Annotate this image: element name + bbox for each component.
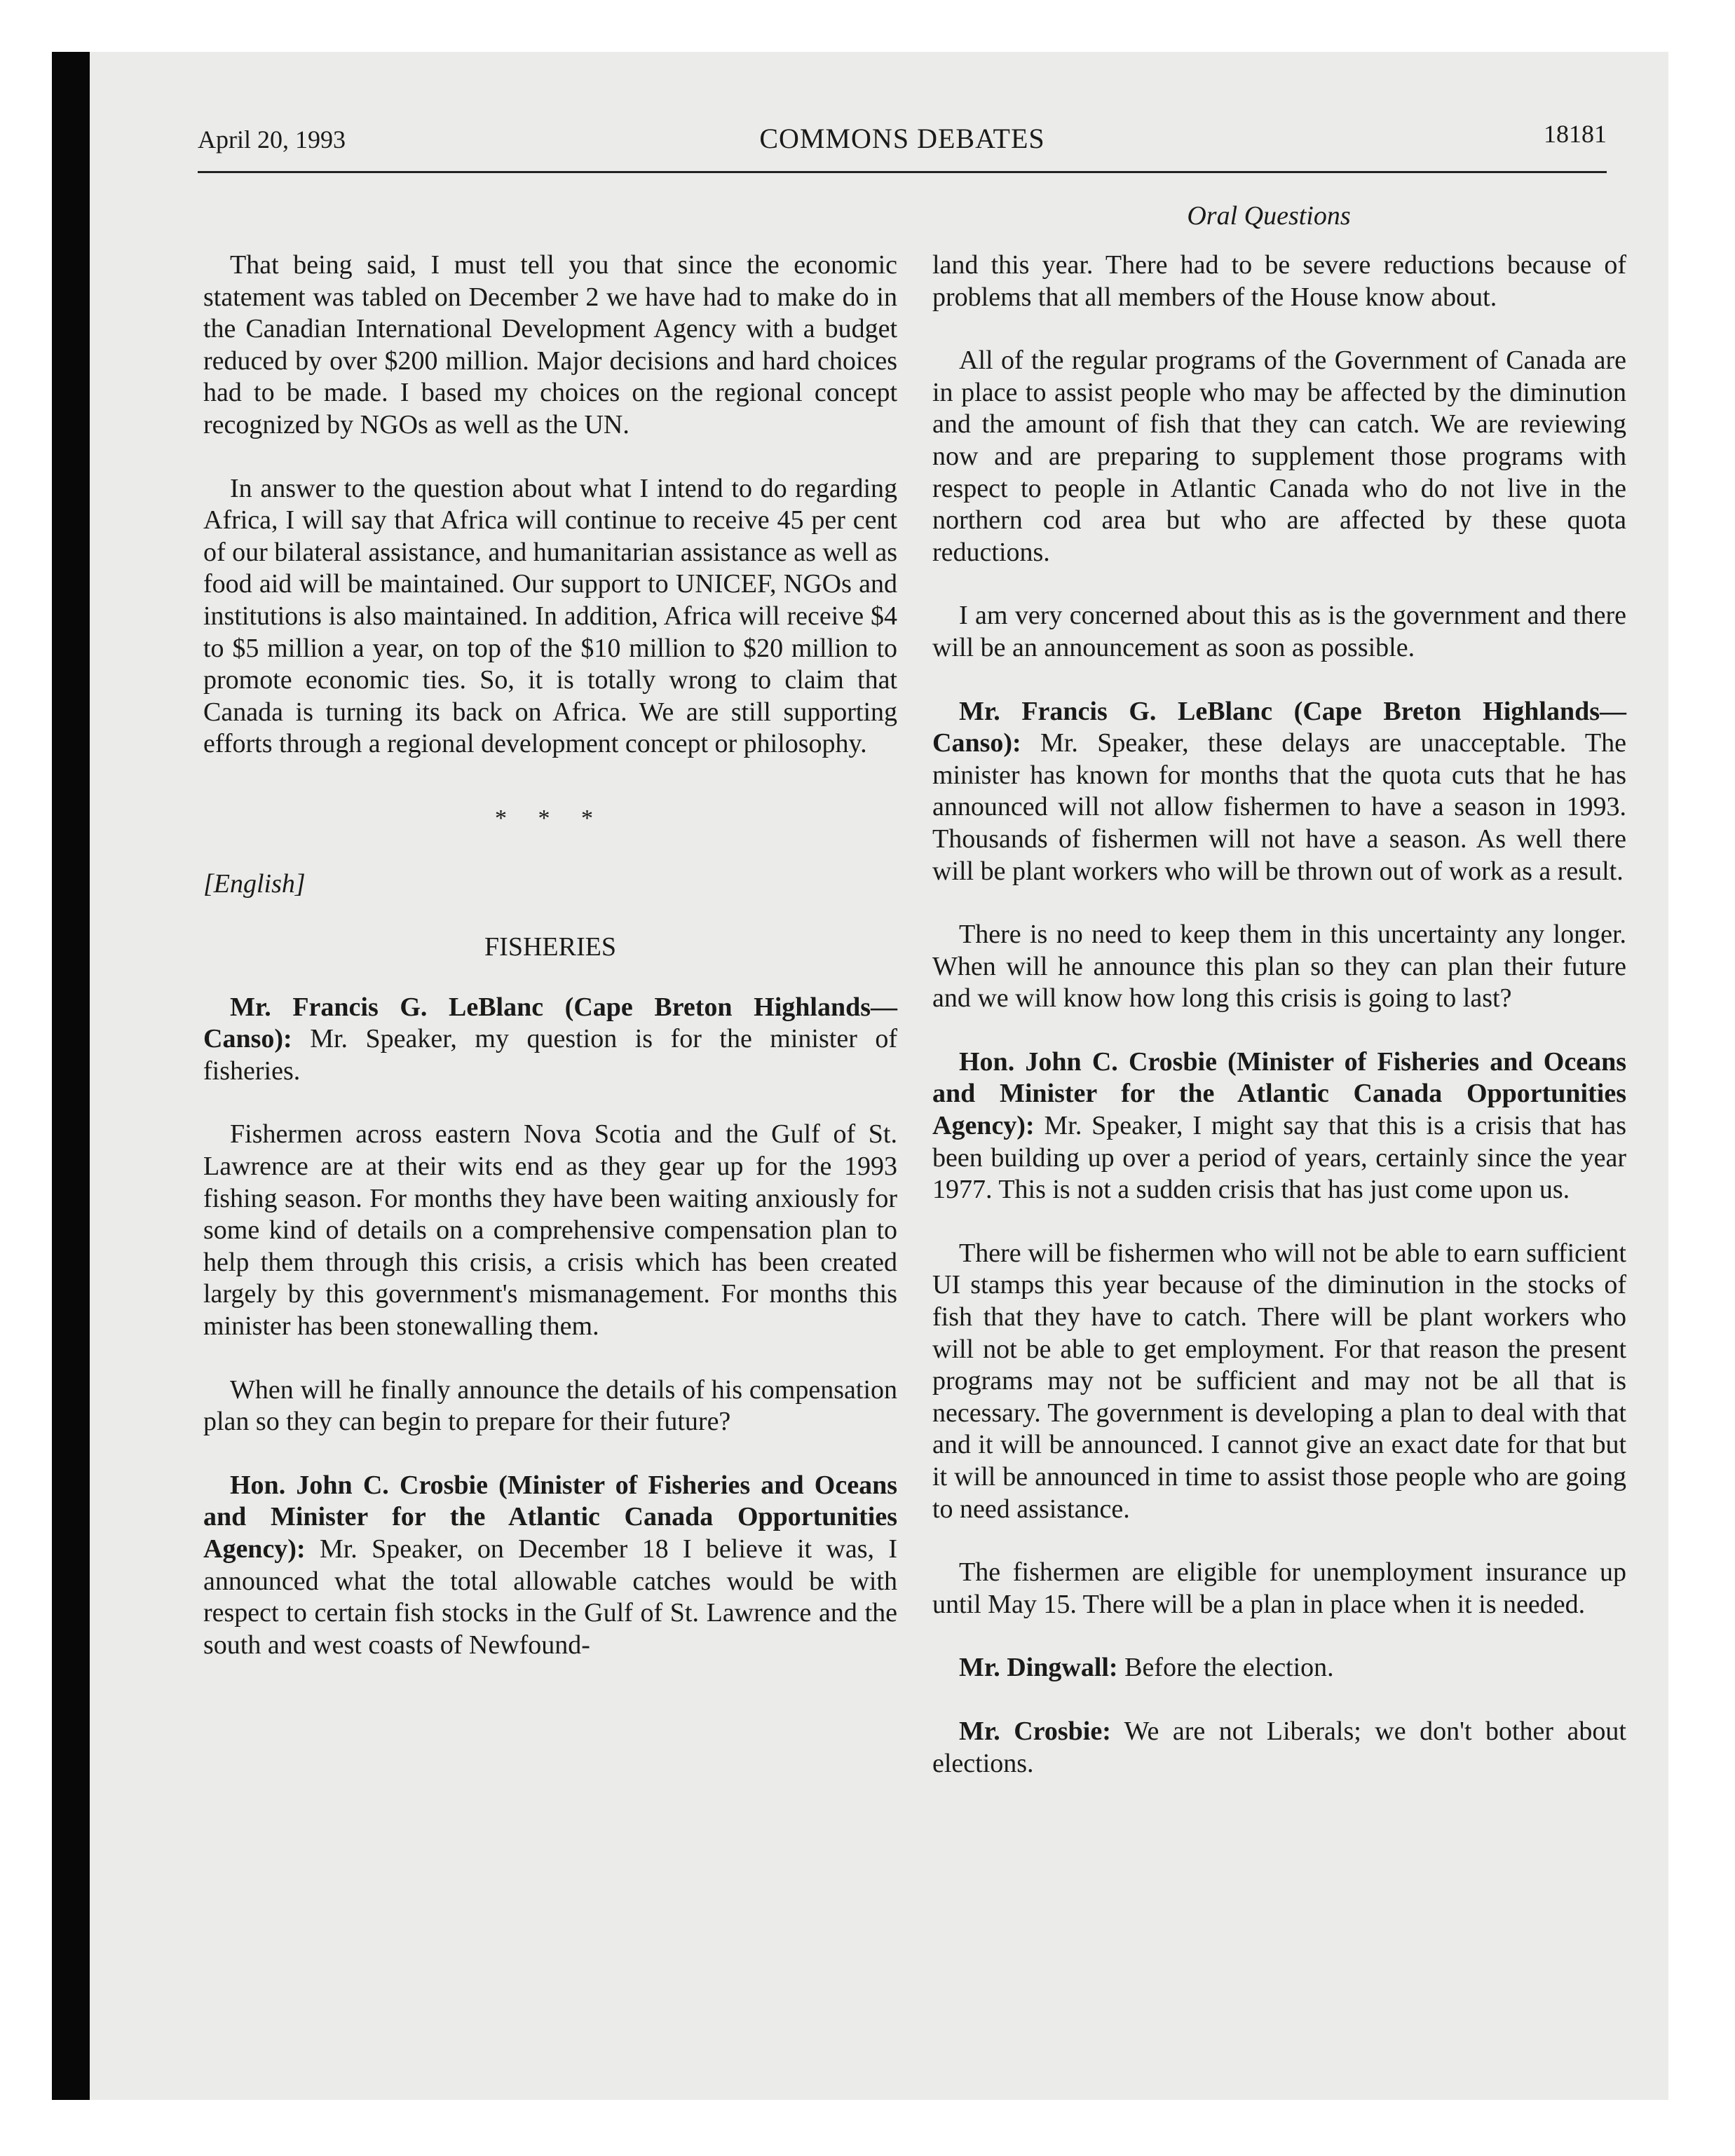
paragraph: In answer to the question about what I intend to do regarding Africa, I will say that Africa will continue to receive 45 per cent of our bilateral assistance, and humanitarian assistance as well as food aid will be maintained. Our support to UNICEF, NGOs and institutions is also maintained. In addition, Africa will receive $4 to $5 million a year, on top of the $10 million to $20 million to promote economic ties. So, it is totally wrong to claim that Canada is turning its back on Africa. We are still supporting efforts through a regional development concept or philosophy.	[203, 473, 897, 759]
left-column	[203, 250, 897, 1693]
speaker-name: Mr. Crosbie:	[959, 1716, 1111, 1746]
section-separator: * * *	[495, 805, 606, 831]
speaker-name: Mr. Francis G. LeBlanc (Cape Breton Highlands—Canso):	[203, 992, 897, 1054]
right-column	[932, 250, 1626, 1811]
speaker-name: Hon. John C. Crosbie (Minister of Fisheries and Oceans and Minister for the Atlantic Canada Opportunities Agency):	[203, 1470, 897, 1564]
speech	[932, 1652, 1626, 1684]
header-title: COMMONS DEBATES	[759, 123, 1045, 154]
paragraph: There is no need to keep them in this uncertainty any longer. When will he announce this plan so they can plan their future and we will know how long this crisis is going to last?	[932, 920, 1626, 1014]
section-heading: FISHERIES	[484, 932, 616, 962]
paragraph: All of the regular programs of the Government of Canada are in place to assist people who may be affected by the diminution and the amount of fish that they can catch. We are reviewing now and are preparing to supplement those programs with respect to people in Atlantic Canada who do not live in the northern cod area but who are affected by these quota reductions.	[932, 346, 1626, 567]
binding-edge	[52, 52, 90, 2100]
speech	[203, 992, 897, 1088]
speech	[932, 1046, 1626, 1206]
paragraph: Fishermen across eastern Nova Scotia and the Gulf of St. Lawrence are at their wits end as they gear up for the 1993 fishing season. For months they have been waiting anxiously for some kind of details on a comprehensive compensation plan to help them through this crisis, a crisis which has been created largely by this government's mismanagement. For months this minister has been stonewalling them.	[203, 1119, 897, 1342]
speech	[932, 1716, 1626, 1780]
language-note: [English]	[203, 868, 306, 899]
speech	[932, 696, 1626, 888]
speech-text: Mr. Speaker, on December 18 I believe it was, I announced what the total allowable catches would be with respect to certain fish stocks in the Gulf of St. Lawrence and the south and west coasts of Newfound-	[203, 1534, 897, 1660]
header-date: April 20, 1993	[198, 125, 346, 153]
speech	[203, 1470, 897, 1662]
paragraph: When will he finally announce the details of his compensation plan so they can begin to prepare for their future?	[203, 1374, 897, 1437]
speech-text: Mr. Speaker, these delays are unacceptable. The minister has known for months that the quota cuts that he has announced will not allow fishermen to have a season in 1993. Thousands of fishermen will not have a season. As well there will be plant workers who will be thrown out of work as a result.	[932, 728, 1626, 886]
speech-text: Before the election.	[1117, 1653, 1334, 1683]
speech-text: We are not Liberals; we don't bother about elections.	[932, 1716, 1626, 1778]
section-title: Oral Questions	[1187, 201, 1351, 231]
speech-text: Mr. Speaker, my question is for the minister of fisheries.	[203, 1024, 897, 1086]
speech-text: Mr. Speaker, I might say that this is a crisis that has been building up over a period of years, certainly since the year 1977. This is not a sudden crisis that has just come upon us.	[932, 1111, 1626, 1205]
page-header	[198, 118, 1607, 173]
speaker-name: Mr. Dingwall:	[959, 1653, 1118, 1683]
speaker-name: Hon. John C. Crosbie (Minister of Fisheries and Oceans and Minister for the Atlantic Canada Opportunities Agency):	[932, 1046, 1626, 1141]
paragraph: land this year. There had to be severe reductions because of problems that all members of the House know about.	[932, 250, 1626, 312]
speaker-name: Mr. Francis G. LeBlanc (Cape Breton Highlands—Canso):	[932, 696, 1626, 758]
paragraph: That being said, I must tell you that since the economic statement was tabled on December 2 we have had to make do in the Canadian International Development Agency with a budget reduced by over $200 million. Major decisions and hard choices had to be made. I based my choices on the regional concept recognized by NGOs as well as the UN.	[203, 250, 897, 439]
paragraph: The fishermen are eligible for unemployment insurance up until May 15. There will be a plan in place when it is needed.	[932, 1557, 1626, 1619]
paragraph: There will be fishermen who will not be able to earn sufficient UI stamps this year because of the diminution in the stocks of fish that they have to catch. There will be plant workers who will not be able to get employment. For that reason the present programs may not be sufficient and may not be all that is necessary. The government is developing a plan to deal with that and it will be announced. I cannot give an exact date for that but it will be announced in time to assist those people who are going to need assistance.	[932, 1238, 1626, 1524]
paragraph: I am very concerned about this as is the government and there will be an announcement as soon as possible.	[932, 601, 1626, 662]
header-page-number: 18181	[1544, 120, 1607, 148]
